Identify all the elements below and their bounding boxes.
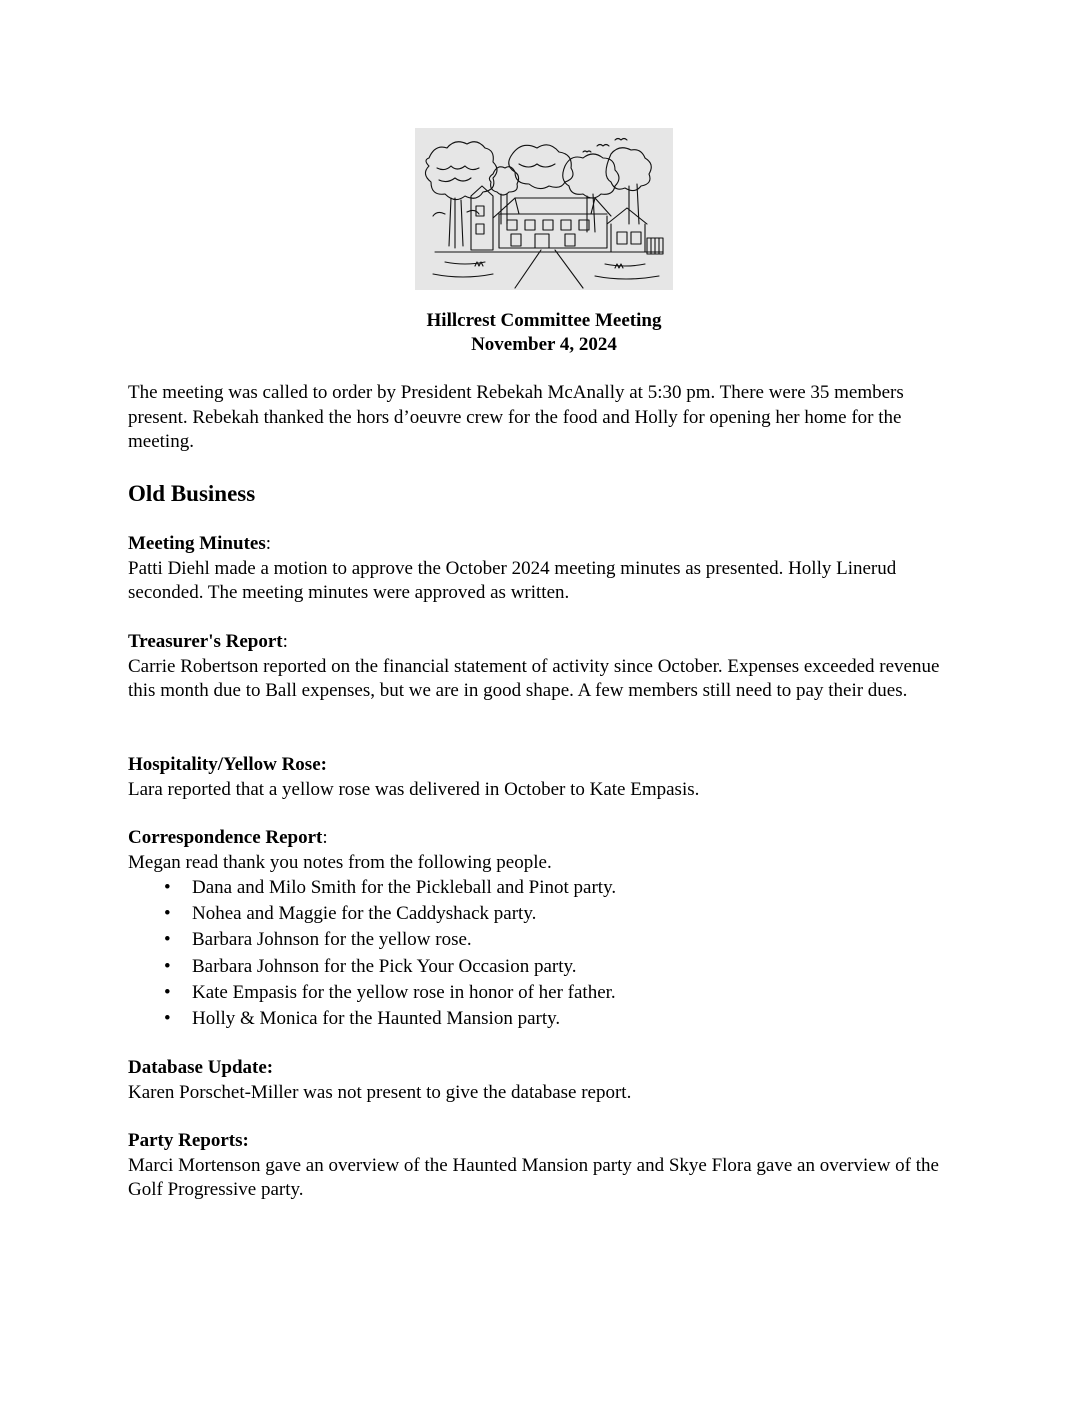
correspondence-colon: : bbox=[322, 827, 328, 848]
list-item bbox=[128, 980, 958, 1006]
treasurer-text: Carrie Robertson reported on the financial statement of activity since October. Expenses exceeded revenue this month due to Ball expenses, but we are in good shape. A few members still need to pay their dues. bbox=[128, 655, 940, 701]
correspondence-heading bbox=[128, 826, 958, 851]
thank-you-list bbox=[128, 875, 958, 1032]
meeting-minutes-colon: : bbox=[265, 533, 272, 554]
treasurer-heading bbox=[128, 630, 958, 655]
list-item bbox=[128, 927, 958, 953]
list-item-text: Barbara Johnson for the Pick Your Occasion party. bbox=[192, 955, 577, 977]
treasurer-section bbox=[128, 630, 958, 704]
treasurer-label: Treasurer's Report bbox=[128, 631, 283, 652]
meeting-minutes-text: Patti Diehl made a motion to approve the October 2024 meeting minutes as presented. Holly Linerud seconded. The meeting minutes were approved as written. bbox=[128, 557, 897, 603]
meeting-minutes-label: Meeting Minutes bbox=[128, 533, 266, 554]
list-item bbox=[128, 901, 958, 927]
old-business-heading: Old Business bbox=[128, 481, 256, 506]
meeting-minutes-section bbox=[128, 532, 958, 606]
list-item bbox=[128, 954, 958, 980]
hospitality-section bbox=[128, 753, 958, 802]
party-reports-text: Marci Mortenson gave an overview of the Haunted Mansion party and Skye Flora gave an overview of the Golf Progressive party. bbox=[128, 1154, 939, 1200]
hospitality-text: Lara reported that a yellow rose was delivered in October to Kate Empasis. bbox=[128, 778, 700, 800]
party-reports-section bbox=[128, 1129, 958, 1203]
treasurer-colon: : bbox=[282, 631, 288, 652]
correspondence-section bbox=[128, 826, 958, 1032]
bullet-icon: • bbox=[164, 903, 171, 925]
list-item-text: Dana and Milo Smith for the Pickleball and Pinot party. bbox=[192, 877, 617, 898]
hospitality-label: Hospitality/Yellow Rose: bbox=[128, 754, 327, 775]
document-date: November 4, 2024 bbox=[471, 334, 617, 355]
bullet-icon: • bbox=[164, 929, 171, 951]
correspondence-label: Correspondence Report bbox=[128, 827, 323, 848]
list-item-text: Holly & Monica for the Haunted Mansion party. bbox=[192, 1008, 561, 1030]
document-title: Hillcrest Committee Meeting bbox=[426, 310, 662, 331]
list-item bbox=[128, 875, 958, 901]
bullet-icon: • bbox=[164, 1008, 171, 1030]
list-item-text: Nohea and Maggie for the Caddyshack party. bbox=[192, 903, 537, 925]
intro-section bbox=[128, 381, 958, 455]
list-item-text: Kate Empasis for the yellow rose in honor of her father. bbox=[192, 981, 616, 1003]
document-title-block bbox=[128, 309, 960, 357]
bullet-icon: • bbox=[164, 955, 171, 977]
old-business-section bbox=[128, 480, 958, 508]
database-section bbox=[128, 1056, 958, 1105]
list-item bbox=[128, 1006, 958, 1032]
correspondence-text: Megan read thank you notes from the following people. bbox=[128, 851, 552, 873]
bullet-icon: • bbox=[164, 981, 171, 1003]
house-sketch-illustration bbox=[415, 128, 673, 290]
list-item-text: Barbara Johnson for the yellow rose. bbox=[192, 929, 472, 951]
meeting-minutes-heading bbox=[128, 532, 958, 557]
database-label: Database Update: bbox=[128, 1057, 274, 1078]
intro-paragraph: The meeting was called to order by President Rebekah McAnally at 5:30 pm. There were 35 members present. Rebekah thanked the hors d’oeuvre crew for the food and Holly for opening her home for the meeting. bbox=[128, 382, 904, 452]
bullet-icon: • bbox=[164, 877, 171, 898]
party-reports-label: Party Reports: bbox=[128, 1130, 249, 1151]
database-text: Karen Porschet-Miller was not present to give the database report. bbox=[128, 1081, 632, 1103]
